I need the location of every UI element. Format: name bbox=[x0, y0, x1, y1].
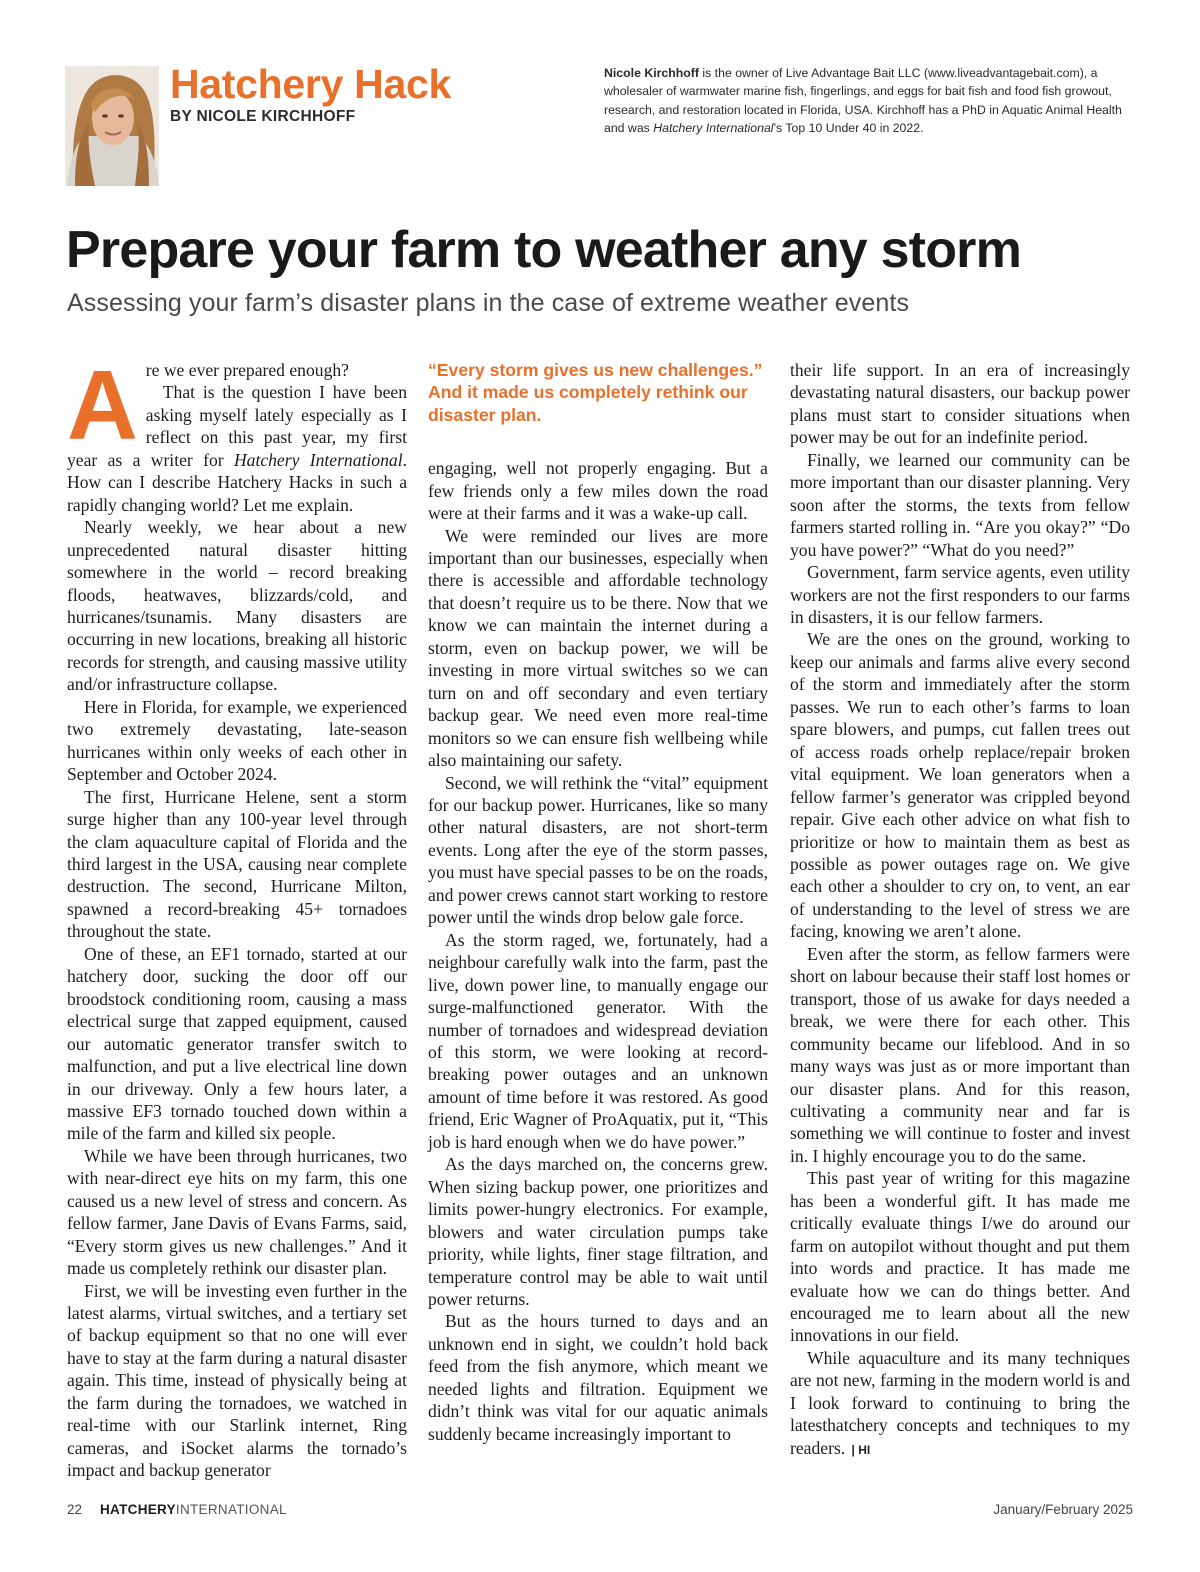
author-portrait-image bbox=[65, 66, 159, 186]
author-photo bbox=[65, 66, 159, 186]
paragraph-15: Finally, we learned our community can be more important than our disaster planning. Very soon after the storms, the texts from fellow farmers started rolling in. “Are you okay?” “Do you have power?” “What do you need?” bbox=[790, 449, 1130, 560]
paragraph-18: Even after the storm, as fellow farmers were short on labour because their staff lost homes or transport, those of us awake for days needed a break, we were there for each other. This community became our lifeblood. And in so many ways was just as or more important than our disaster plans. And for this reason, cultivating a community near and far is something we will continue to foster and invest in. I highly encourage you to do the same. bbox=[790, 943, 1130, 1166]
magazine-name-light: INTERNATIONAL bbox=[175, 1502, 287, 1517]
paragraph-1-text-b: That is the question I have been asking myself lately especially as I reflect on this past year, my first year as a writer for bbox=[67, 382, 407, 470]
paragraph-14: their life support. In an era of increasingly devastating natural disasters, our backup power plans must start to consider situations when power may be out for an indefinite period. bbox=[790, 360, 1130, 448]
article-headline: Prepare your farm to weather any storm bbox=[66, 221, 1022, 279]
paragraph-2: Nearly weekly, we hear about a new unprecedented natural disaster hitting somewhere in the world – record breaking floods, heatwaves, blizzards/cold, and hurricanes/tsunamis. Many disasters are occurring in new locations, breaking all historic records for strength, and causing massive utility and/or infrastructure collapse. bbox=[67, 517, 407, 695]
paragraph-1-text-c: . How can I describe Hatchery Hacks in such a rapidly changing world? Let me explain. bbox=[67, 449, 407, 515]
paragraph-10: Second, we will rethink the “vital” equipment for our backup power. Hurricanes, like so many other natural disasters, are not short-term events. Long after the eye of the storm passes, you must have special passes to be on the roads, and power crews cannot start working to restore power until the winds drop below gale force. bbox=[428, 772, 768, 928]
paragraph-3: Here in Florida, for example, we experienced two extremely devastating, late-season hurricanes within only weeks of each other in September and October 2024. bbox=[67, 696, 407, 785]
paragraph-4: The first, Hurricane Helene, sent a storm surge higher than any 100-year level through the clam aquaculture capital of Florida and the third largest in the USA, causing near complete destruction. The second, Hurricane Milton, spawned a record-breaking 45+ tornadoes throughout the state. bbox=[67, 786, 407, 942]
article-subhead: Assessing your farm’s disaster plans in the case of extreme weather events bbox=[67, 289, 910, 317]
paragraph-7: First, we will be investing even further in the latest alarms, virtual switches, and a tertiary set of backup equipment so that no one will ever have to stay at the farm during a natural disaster again. This time, instead of physically being at the farm during the tornadoes, we watched in real-time with our Starlink internet, Ring cameras, and iSocket alarms the tornado’s impact and backup generator bbox=[67, 1280, 407, 1481]
paragraph-16: Government, farm service agents, even utility workers are not the first responders to our farms in disasters, it is our fellow farmers. bbox=[790, 562, 1130, 627]
magazine-name bbox=[100, 1502, 287, 1517]
bio-magazine-name: Hatchery International bbox=[653, 120, 774, 135]
author-bio bbox=[604, 64, 1144, 137]
drop-cap: A bbox=[67, 350, 138, 460]
byline: BY NICOLE KIRCHHOFF bbox=[170, 108, 356, 125]
body-column-1 bbox=[67, 350, 407, 1482]
magazine-name-bold: HATCHERY bbox=[100, 1502, 176, 1517]
paragraph-17: We are the ones on the ground, working to keep our animals and farms alive every second of the storm and immediately after the storm passes. We run to each other’s farms to loan spare blowers, and pumps, cut fallen trees out of access roads orhelp replace/repair broken vital equipment. We loan generators when a fellow farmer’s generator was crippled beyond repair. Give each other advice on what fish to prioritize or how to maintain them as best as possible as power outages rage on. We give each other a shoulder to cry on, to vent, an ear of understanding to the level of stress we are facing, knowing we aren’t alone. bbox=[790, 629, 1130, 942]
body-column-2 bbox=[428, 359, 768, 1445]
paragraph-20-text: While aquaculture and its many techniques are not new, farming in the modern world is and I look forward to continuing to bring the latesthatchery concepts and techniques to my readers. bbox=[790, 1347, 1130, 1458]
page-footer bbox=[67, 1502, 1133, 1522]
issue-date: January/February 2025 bbox=[993, 1502, 1133, 1517]
paragraph-6: While we have been through hurricanes, two with near-direct eye hits on my farm, this one caused us a new level of stress and concern. As fellow farmer, Jane Davis of Evans Farms, said, “Every storm gives us new challenges.” And it made us completely rethink our disaster plan. bbox=[67, 1145, 407, 1279]
paragraph-20 bbox=[790, 1347, 1130, 1461]
column-name: Hatchery Hack bbox=[170, 61, 451, 107]
paragraph-9: We were reminded our lives are more important than our businesses, especially when there is accessible and affordable technology that doesn’t require us to be there. Now that we know we can maintain the internet during a storm, even on backup power, we will be investing in more virtual switches so we can turn on and off secondary and even tertiary backup gear. We need even more real-time monitors so we can ensure fish wellbeing while also maintaining our safety. bbox=[428, 525, 768, 771]
paragraph-1 bbox=[67, 350, 407, 516]
pull-quote: “Every storm gives us new challenges.” And it made us completely rethink our disaster plan. bbox=[428, 360, 763, 425]
page-number: 22 bbox=[67, 1502, 83, 1517]
bio-author-name: Nicole Kirchhoff bbox=[604, 66, 699, 80]
paragraph-8: engaging, well not properly engaging. But a few friends only a few miles down the road were at their farms and it was a wake-up call. bbox=[428, 458, 768, 524]
column-header bbox=[170, 62, 451, 126]
bio-text-1: is the owner of Live Advantage Bait LLC (www.liveadvantagebait.com), a wholesaler of warmwater marine fish, fingerlings, and eggs for bait fish and food fish growout, research, and restoration located in Florida, USA. Kirchhoff has a PhD in Aquatic Animal Health and was bbox=[604, 66, 1122, 135]
bio-text-2: ’s Top 10 Under 40 in 2022. bbox=[773, 120, 924, 135]
paragraph-11: As the storm raged, we, fortunately, had a neighbour carefully walk into the farm, past the live, down power line, to manually engage our surge-malfunctioned generator. With the number of tornadoes and widespread deviation of this storm, we were looking at record-breaking power outages and an unknown amount of time before it was restored. As good friend, Eric Wagner of ProAquatix, put it, “This job is hard enough when we do have power.” bbox=[428, 929, 768, 1152]
paragraph-1-italic: Hatchery International bbox=[233, 449, 403, 470]
end-mark: | HI bbox=[848, 1442, 871, 1457]
body-column-3 bbox=[790, 359, 1130, 1461]
paragraph-5: One of these, an EF1 tornado, started at our hatchery door, sucking the door off our broodstock conditioning room, causing a mass electrical surge that zapped equipment, caused our automatic generator transfer switch to malfunction, and put a live electrical line down in our driveway. Only a few hours later, a massive EF3 tornado touched down within a mile of the farm and killed six people. bbox=[67, 943, 407, 1144]
paragraph-1-text-a: re we ever prepared enough? bbox=[145, 360, 349, 380]
paragraph-12: As the days marched on, the concerns grew. When sizing backup power, one prioritizes and limits power-hungry electronics. For example, blowers and water circulation pumps take priority, while lights, finer stage filtration, and temperature control may be able to wait until power returns. bbox=[428, 1154, 768, 1309]
paragraph-19: This past year of writing for this magazine has been a wonderful gift. It has made me critically evaluate things I/we do around our farm on autopilot without thought and put them into words and practice. It has made me evaluate how we can do things better. And encouraged me to learn about all the new innovations in our field. bbox=[790, 1168, 1130, 1346]
paragraph-13: But as the hours turned to days and an unknown end in sight, we couldn’t hold back feed from the fish anymore, which meant we needed lights and filtration. Equipment we didn’t think was vital for our aquatic animals suddenly became increasingly important to bbox=[428, 1311, 768, 1444]
